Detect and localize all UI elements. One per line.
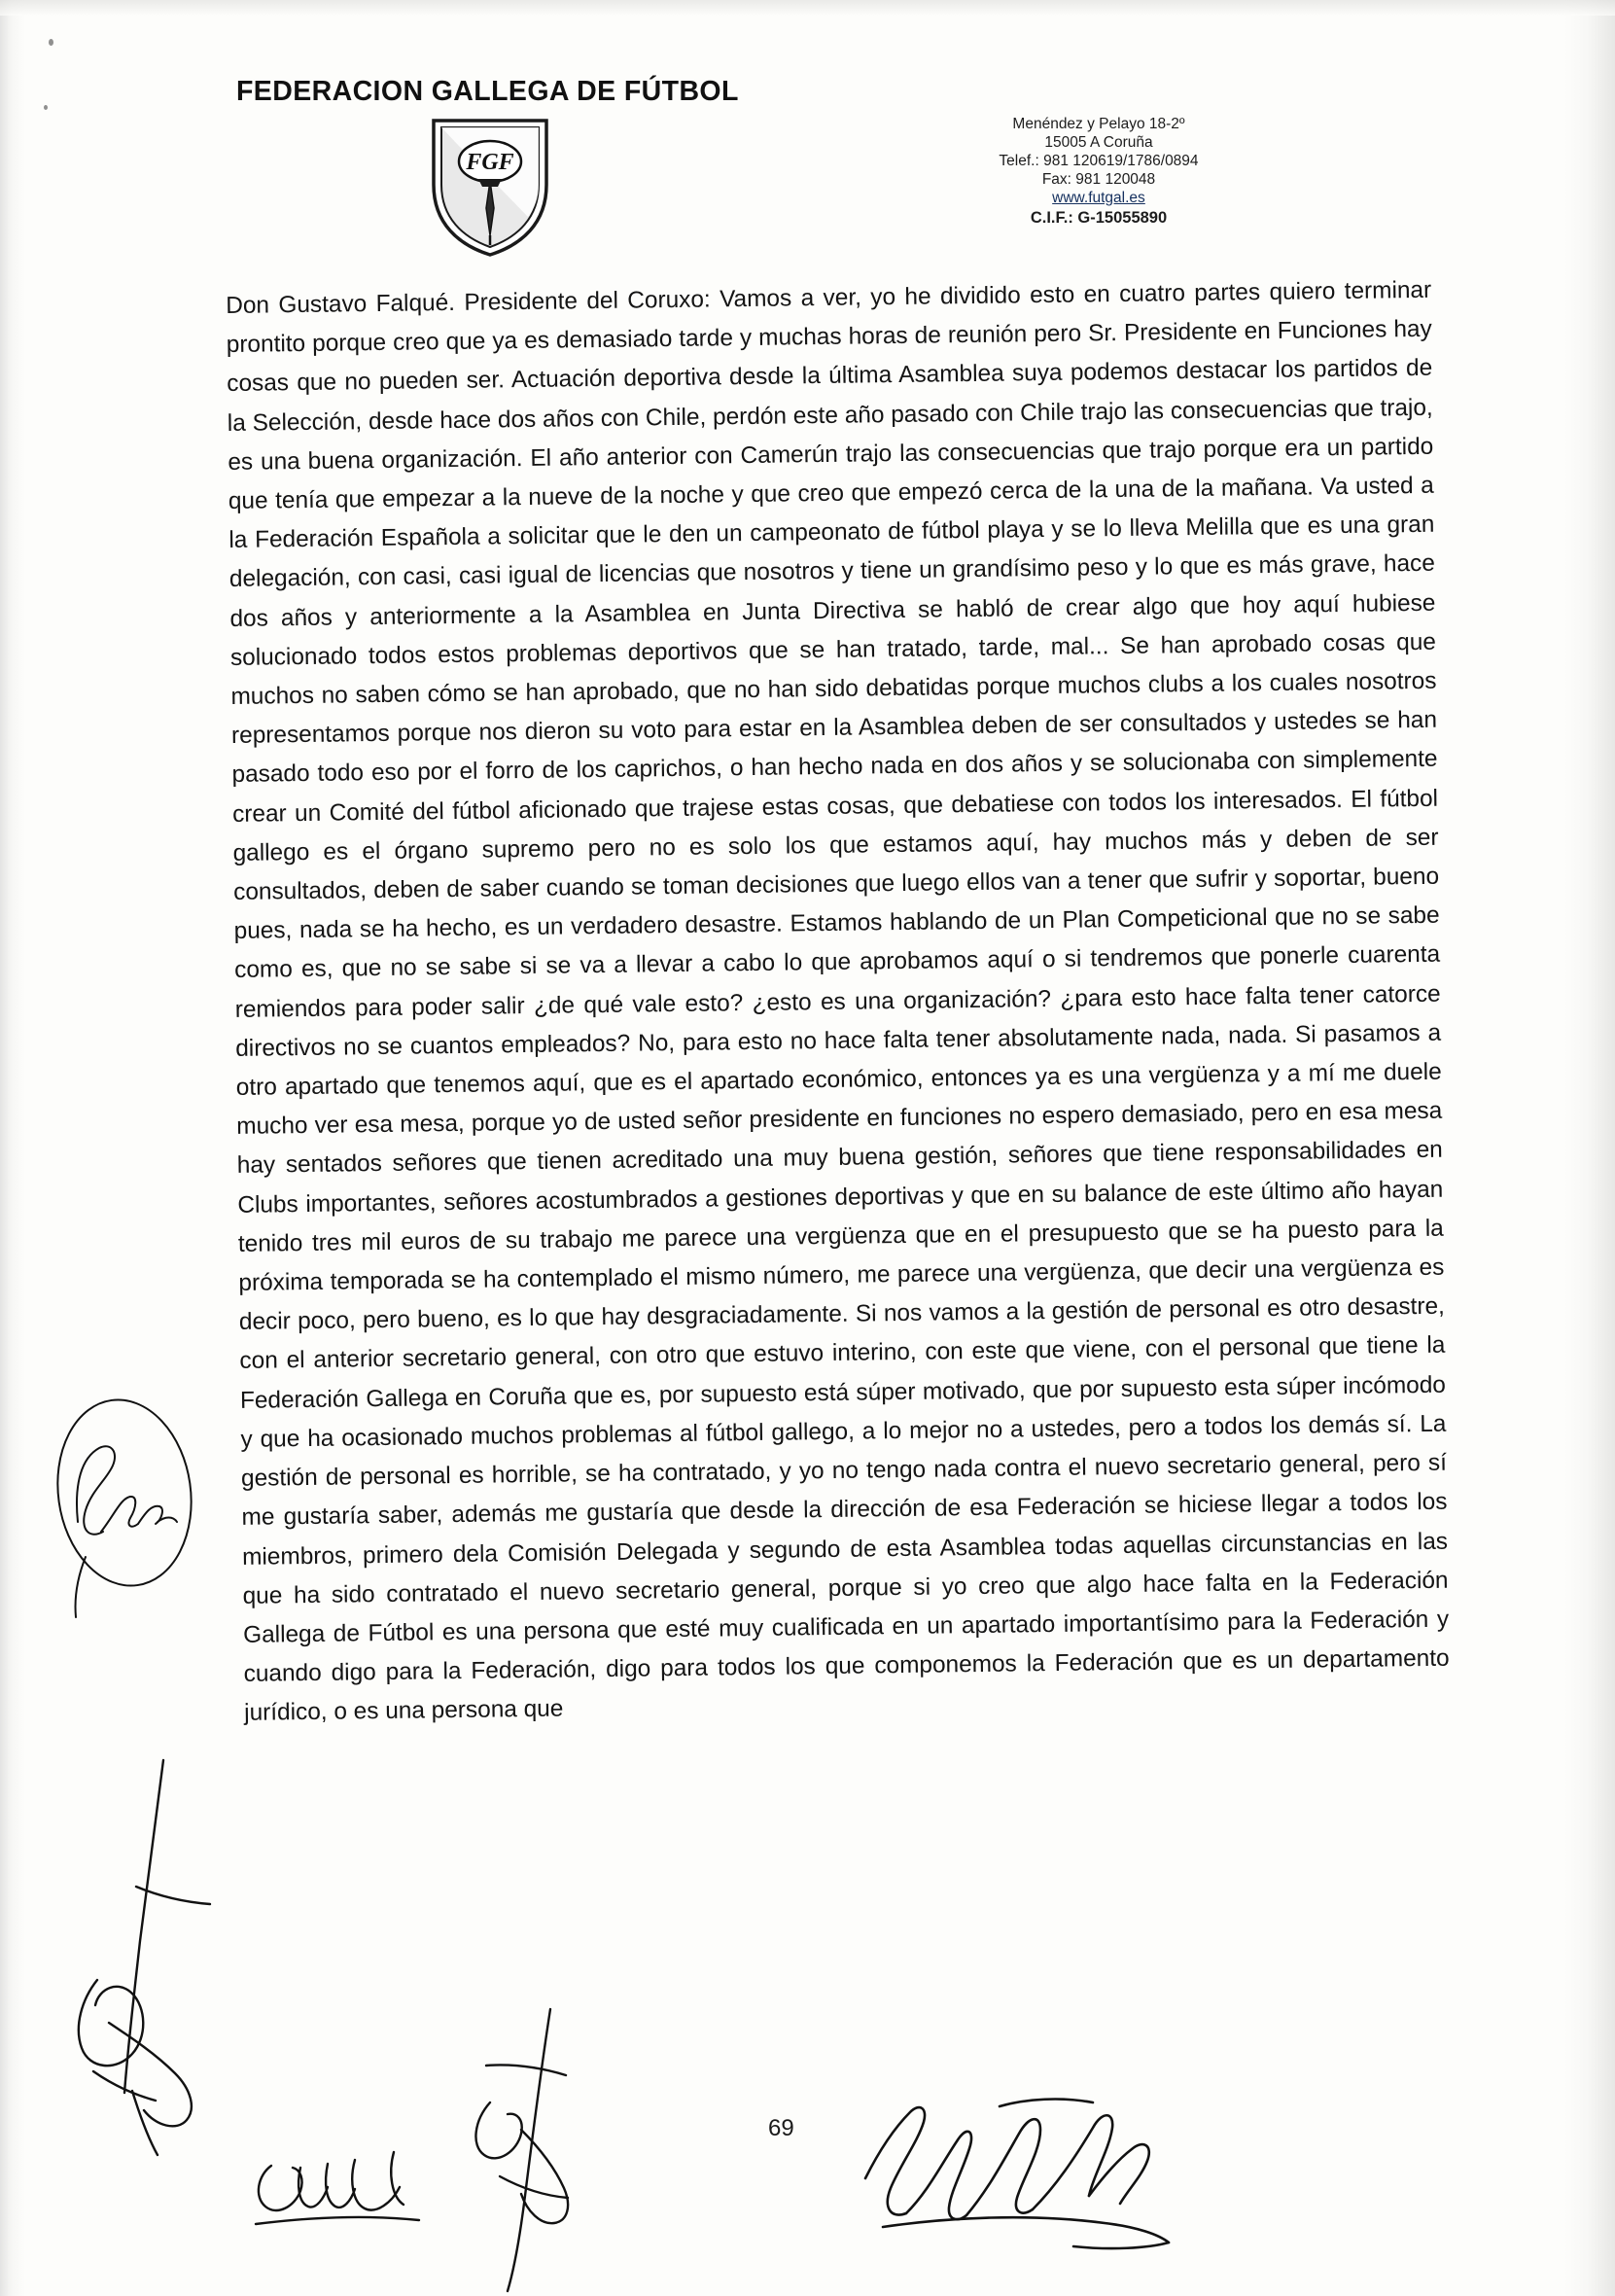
- contact-cif: C.I.F.: G-15055890: [1030, 209, 1168, 227]
- scan-speck: [49, 39, 53, 46]
- body-paragraph: Don Gustavo Falqué. Presidente del Coruxo: Vamos a ver, yo he dividido esto en cuatro partes quiero terminar prontito porque creo que ya es demasiado tarde y muchas horas de reunión pero Sr. Presidente en Funciones hay cosas que no pueden ser. Actuación deportiva desde la última Asamblea suya podemos destacar los partidos de la Selección, desde hace dos años con Chile, perdón este año pasado con Chile trajo las consecuencias que trajo, es una buena organización. El año anterior con Camerún trajo las consecuencias que trajo porque era un partido que tenía que empezar a la nueve de la noche y que creo que empezó cerca de la una de la mañana. Va usted a la Federación Española a solicitar que le den un campeonato de fútbol playa y se lo lleva Melilla que es una gran delegación, con casi, casi igual de licencias que nosotros y tiene un grandísimo peso y lo que es más grave, hace dos años y anteriormente a la Asamblea en Junta Directiva se habló de crear algo que hoy aquí hubiese solucionado todos estos problemas deportivos que se han tratado, tarde, mal... Se han aprobado cosas que muchos no saben cómo se han aprobado, que no han sido debatidas porque muchos clubs a los cuales nosotros representamos porque nos dieron su voto para estar en la Asamblea deben de ser consultados y ustedes se han pasado todo eso por el forro de los caprichos, o han hecho nada en dos años y se solucionaba con simplemente crear un Comité del fútbol aficionado que trajese estas cosas, que debatiese con todos los interesados. El fútbol gallego es el órgano supremo pero no es solo los que estamos aquí, hay muchos más y deben de ser consultados, deben de saber cuando se toman decisiones que luego ellos van a tener que sufrir y soportar, bueno pues, nada se ha hecho, es un verdadero desastre. Estamos hablando de un Plan Competicional que no se sabe como es, que no se sabe si se va a llevar a cabo lo que aprobamos aquí o si tendremos que ponerle cuarenta remiendos para poder salir ¿de qué vale esto? ¿esto es una organización? ¿para esto hace falta tener catorce directivos no se cuantos empleados? No, para esto no hace falta tener absolutamente nada, nada. Si pasamos a otro apartado que tenemos aquí, que es el apartado económico, entonces ya es una vergüenza y a mí me duele mucho ver esa mesa, porque yo de usted señor presidente en funciones no espero demasiado, pero en esa mesa hay sentados señores que tienen acreditado una muy buena gestión, señores que tiene responsabilidades en Clubs importantes, señores acostumbrados a gestiones deportivas y que en su balance de este último año hayan tenido tres mil euros de su trabajo me parece una vergüenza que en el presupuesto que se ha puesto para la próxima temporada se ha contemplado el mismo número, me parece una vergüenza, que decir una vergüenza es decir poco, pero bueno, es lo que hay desgraciadamente. Si nos vamos a la gestión de personal es otro desastre, con el anterior secretario general, con otro que estuvo interino, con este que viene, con el personal que tiene la Federación Gallega en Coruña que es, por supuesto está súper motivado, que por supuesto esta súper incómodo y que ha ocasionado muchos problemas al fútbol gallego, a lo mejor no a ustedes, pero a todos los demás sí. La gestión de personal es horrible, se ha contratado, y yo no tengo nada contra el nuevo secretario general, pero sí me gustaría saber, además me gustaría que desde la dirección de esa Federación se hiciese llegar a todos los miembros, primero dela Comisión Delegada y segundo de esta Asamblea todas aquellas circunstancias en las que ha sido contratado el nuevo secretario general, porque si yo creo que algo hace falta en la Federación Gallega de Fútbol es una persona que esté muy cualificada en un apartado importantísimo para la Federación y cuando digo para la Federación, digo para todos los que componemos la Federación que es un departamento jurídico, o es una persona que: [226, 276, 1450, 1727]
- federation-crest-icon: [428, 115, 552, 259]
- scan-edge-right: [1564, 0, 1615, 2296]
- page-number: 69: [768, 2115, 794, 2141]
- page-title: FEDERACION GALLEGA DE FÚTBOL: [236, 76, 739, 107]
- contact-address: Menéndez y Pelayo 18-2º: [1012, 116, 1185, 132]
- contact-website-link[interactable]: www.futgal.es: [1052, 190, 1145, 206]
- contact-fax: Fax: 981 120048: [1041, 171, 1156, 188]
- signature-bottom-right: [856, 2071, 1176, 2261]
- contact-phone: Telef.: 981 120619/1786/0894: [999, 153, 1199, 169]
- signature-bottom-left: [248, 2105, 442, 2256]
- signature-bottom-center: [457, 2003, 622, 2296]
- signature-margin-top: [18, 1376, 241, 1653]
- scan-edge-left: [0, 0, 25, 2296]
- svg-text:FGF: FGF: [466, 150, 514, 175]
- document-body: [226, 271, 1450, 1734]
- scan-edge-top: [0, 0, 1615, 16]
- federation-contact-block: [904, 115, 1293, 228]
- contact-city: 15005 A Coruña: [1044, 134, 1153, 151]
- scan-speck: [44, 105, 48, 110]
- signature-margin-bottom: [39, 1750, 272, 2164]
